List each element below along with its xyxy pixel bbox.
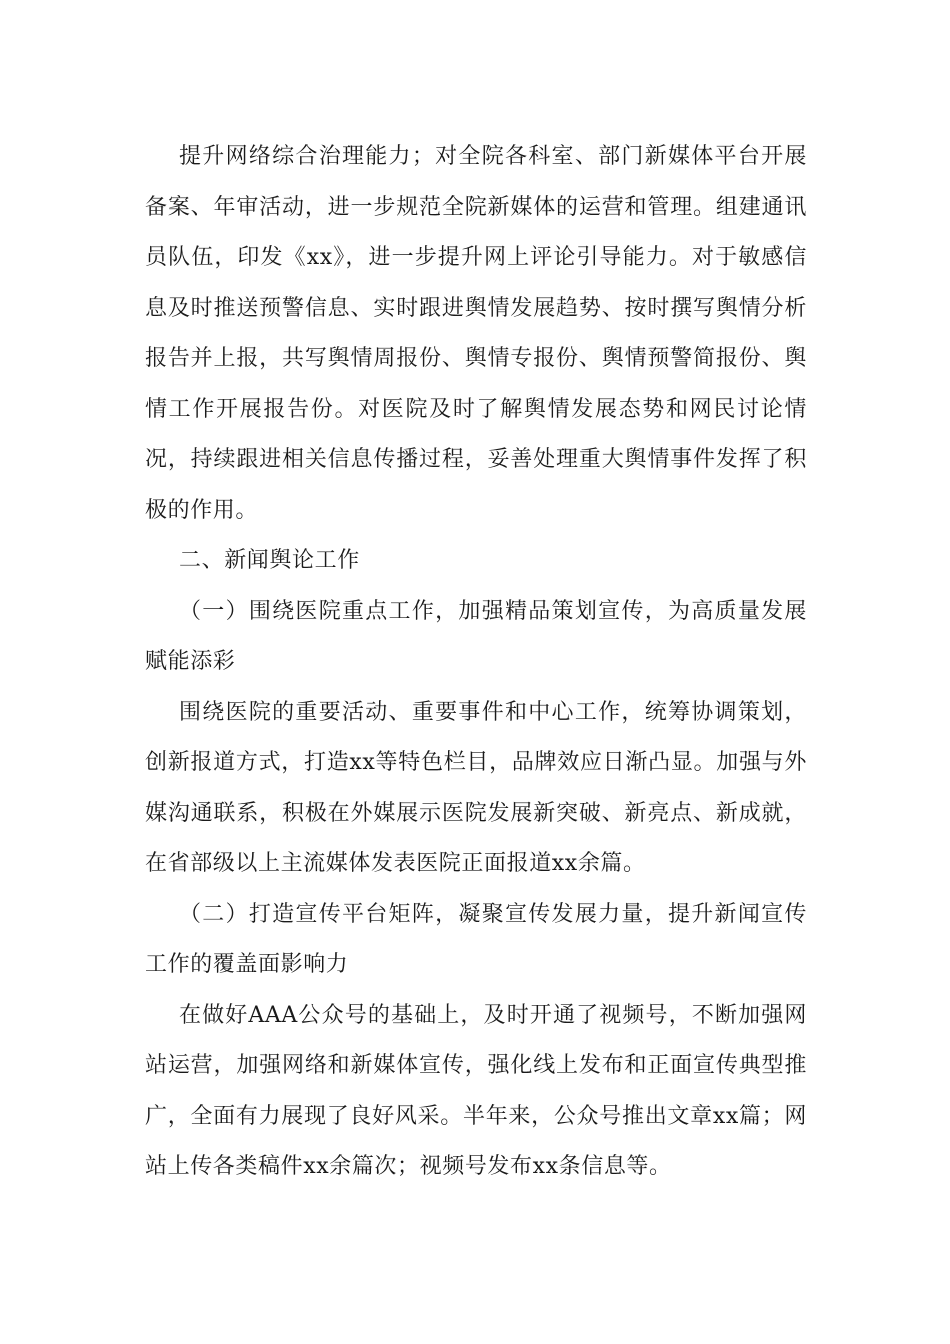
section-heading-news-opinion: 二、新闻舆论工作 (179, 548, 360, 573)
document-body (145, 132, 807, 1193)
subsection-heading-platform-matrix: （二）打造宣传平台矩阵，凝聚宣传发展力量，提升新闻宣传工作的覆盖面影响力 (145, 901, 807, 977)
subsection-heading-key-work: （一）围绕医院重点工作，加强精品策划宣传，为高质量发展赋能添彩 (145, 598, 807, 674)
paragraph-key-work: 围绕医院的重要活动、重要事件和中心工作，统筹协调策划，创新报道方式，打造xx等特色栏目，品牌效应日渐凸显。加强与外媒沟通联系，积极在外媒展示医院发展新突破、新亮点、新成就，在省部级以上主流媒体发表医院正面报道xx余篇。 (145, 699, 807, 876)
paragraph-platform-matrix: 在做好AAA公众号的基础上，及时开通了视频号，不断加强网站运营，加强网络和新媒体宣传，强化线上发布和正面宣传典型推广，全面有力展现了良好风采。半年来，公众号推出文章xx篇；网站上传各类稿件xx余篇次；视频号发布xx条信息等。 (145, 1002, 807, 1179)
paragraph-network-governance: 提升网络综合治理能力；对全院各科室、部门新媒体平台开展备案、年审活动，进一步规范全院新媒体的运营和管理。组建通讯员队伍，印发《xx》，进一步提升网上评论引导能力。对于敏感信息及时推送预警信息、实时跟进舆情发展趋势、按时撰写舆情分析报告并上报，共写舆情周报份、舆情专报份、舆情预警简报份、舆情工作开展报告份。对医院及时了解舆情发展态势和网民讨论情况，持续跟进相关信息传播过程，妥善处理重大舆情事件发挥了积极的作用。 (145, 144, 807, 523)
